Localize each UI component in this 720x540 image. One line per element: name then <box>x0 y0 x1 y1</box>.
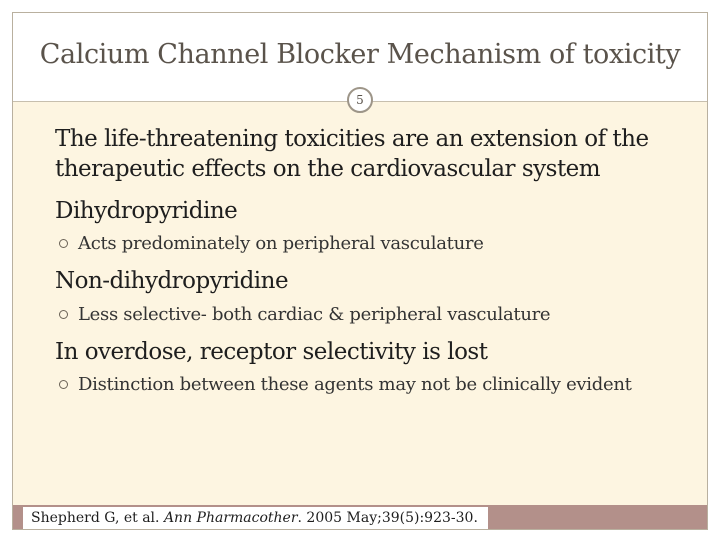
bullet-item <box>31 124 691 184</box>
bullet-text: Dihydropyridine <box>55 198 238 224</box>
sub-bullet-text: Acts predominately on peripheral vasculature <box>78 233 484 254</box>
citation-authors: Shepherd G, et al. <box>31 510 160 526</box>
footer-band <box>13 505 707 529</box>
bullet-item <box>31 266 691 296</box>
circle-bullet-icon <box>59 310 68 319</box>
slide-title: Calcium Channel Blocker Mechanism of toxicity <box>39 39 681 70</box>
citation-journal: Ann Pharmacother <box>163 510 298 526</box>
slide-number: 5 <box>347 87 373 113</box>
bullet-text: In overdose, receptor selectivity is lost <box>55 339 488 365</box>
sub-bullet-text: Distinction between these agents may not be clinically evident <box>78 374 632 395</box>
bullet-text: Non-dihydropyridine <box>55 268 289 294</box>
bullet-text: The life-threatening toxicities are an extension of the <box>55 126 649 152</box>
sub-bullet-item <box>59 303 699 327</box>
circle-bullet-icon <box>59 380 68 389</box>
citation-details: . 2005 May;39(5):923-30. <box>297 510 478 526</box>
bullet-item <box>31 196 691 226</box>
bullet-item <box>31 337 691 367</box>
sub-bullet-item <box>59 373 699 397</box>
slide <box>12 12 708 530</box>
citation <box>23 507 488 529</box>
sub-bullet-item <box>59 232 699 256</box>
bullet-text-continued: therapeutic effects on the cardiovascular system <box>55 156 601 182</box>
sub-bullet-text: Less selective- both cardiac & peripheral vasculature <box>78 304 551 325</box>
circle-bullet-icon <box>59 239 68 248</box>
